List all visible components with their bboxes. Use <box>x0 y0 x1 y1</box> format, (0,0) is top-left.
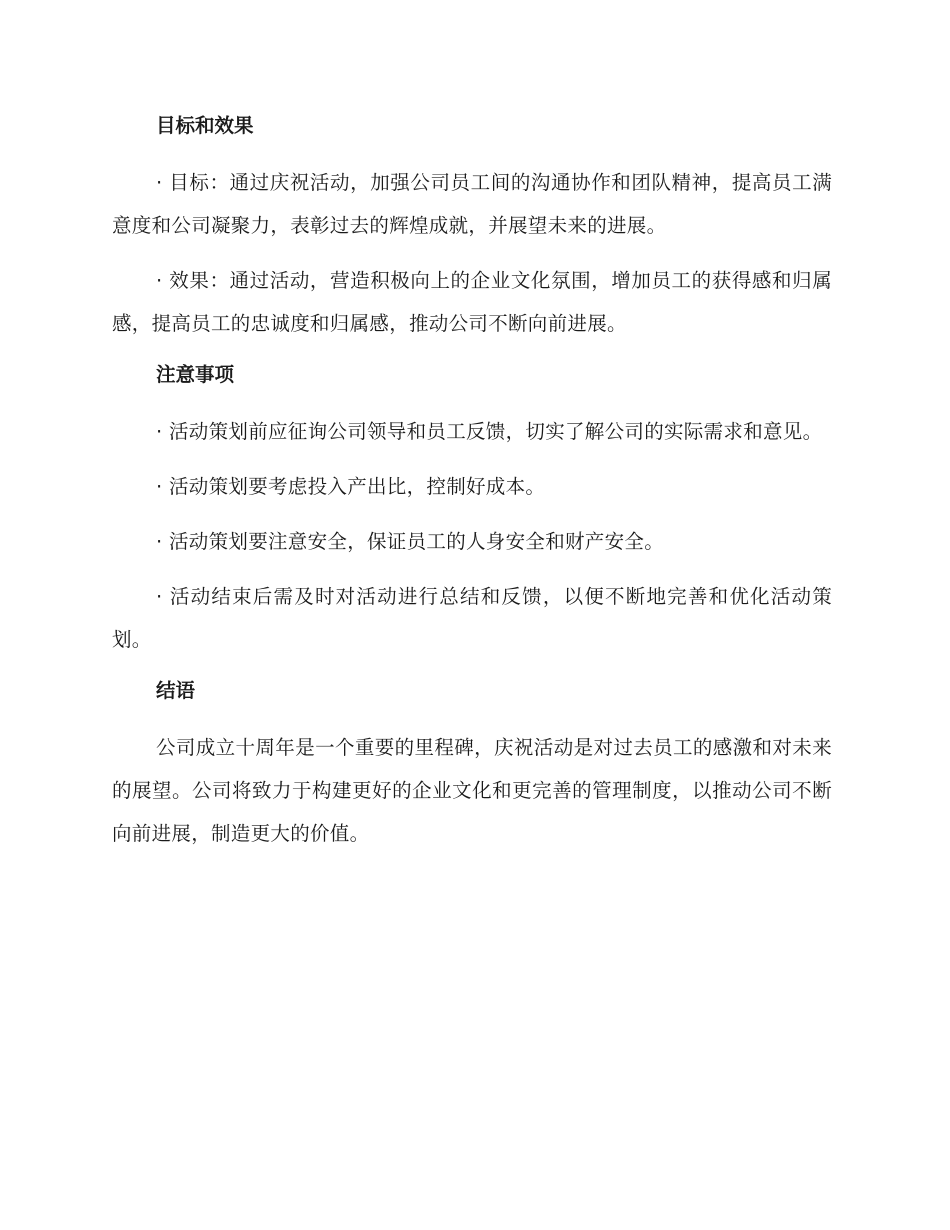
paragraph-goal: · 目标：通过庆祝活动，加强公司员工间的沟通协作和团队精神，提高员工满意度和公司凝聚力，表彰过去的辉煌成就，并展望未来的进展。 <box>112 171 832 237</box>
section-heading-notes: 注意事项 <box>156 363 235 386</box>
section-heading-conclusion: 结语 <box>156 679 196 702</box>
paragraph-effect: · 效果：通过活动，营造积极向上的企业文化氛围，增加员工的获得感和归属感，提高员工的忠诚度和归属感，推动公司不断向前进展。 <box>112 269 832 335</box>
paragraph-note-feedback: · 活动策划前应征询公司领导和员工反馈，切实了解公司的实际需求和意见。 <box>156 420 823 443</box>
section-heading-goals: 目标和效果 <box>156 114 254 137</box>
paragraph-note-summary: · 活动结束后需及时对活动进行总结和反馈，以便不断地完善和优化活动策划。 <box>112 585 832 651</box>
document-page <box>112 108 832 867</box>
paragraph-conclusion: 公司成立十周年是一个重要的里程碑，庆祝活动是对过去员工的感激和对未来的展望。公司将致力于构建更好的企业文化和更完善的管理制度，以推动公司不断向前进展，制造更大的价值。 <box>112 736 832 845</box>
paragraph-note-cost: · 活动策划要考虑投入产出比，控制好成本。 <box>156 475 546 498</box>
paragraph-note-safety: · 活动策划要注意安全，保证员工的人身安全和财产安全。 <box>156 530 664 553</box>
